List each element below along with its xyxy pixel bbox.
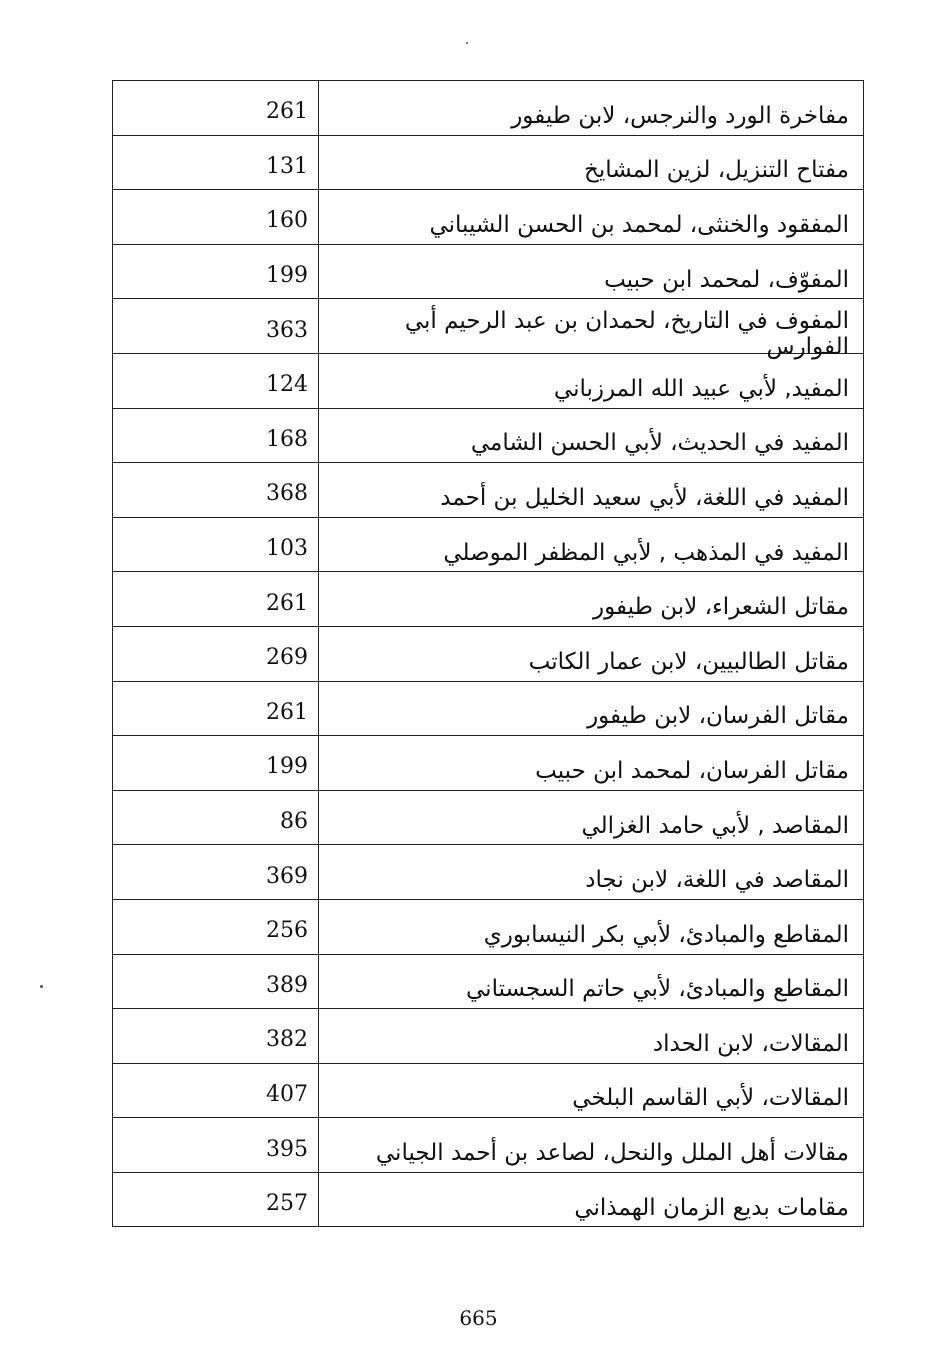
book-title: مقاتل الفرسان، لمحمد ابن حبيب (535, 757, 849, 784)
book-title: المقالات، لابن الحداد (652, 1030, 849, 1057)
page-reference: 382 (266, 1027, 308, 1053)
table-row (113, 244, 864, 299)
title-cell (319, 463, 864, 518)
title-cell (319, 845, 864, 900)
table-row (113, 353, 864, 408)
book-title: المفيد في المذهب , لأبي المظفر الموصلي (443, 539, 849, 566)
page-reference: 261 (266, 99, 308, 125)
page-reference: 269 (266, 645, 308, 671)
table-row (113, 463, 864, 518)
page-cell (113, 845, 319, 900)
page-cell (113, 81, 319, 136)
table-row (113, 299, 864, 354)
table-row (113, 626, 864, 681)
book-title: مقاتل الشعراء، لابن طيفور (593, 594, 849, 621)
title-cell (319, 626, 864, 681)
book-title: المقالات، لأبي القاسم البلخي (572, 1085, 849, 1112)
table-row (113, 681, 864, 736)
page-cell (113, 190, 319, 245)
table-row (113, 1172, 864, 1227)
title-cell (319, 517, 864, 572)
page-cell (113, 899, 319, 954)
page-cell (113, 135, 319, 190)
page-reference: 395 (266, 1136, 308, 1162)
table-row (113, 1063, 864, 1118)
table-row (113, 1009, 864, 1064)
page-cell (113, 954, 319, 1009)
title-cell (319, 790, 864, 845)
page-cell (113, 299, 319, 354)
title-cell (319, 1063, 864, 1118)
table-row (113, 408, 864, 463)
page-reference: 407 (266, 1081, 308, 1107)
page-reference: 131 (266, 153, 308, 179)
book-title: المفوف في التاريخ، لحمدان بن عبد الرحيم أبي الفوارس (404, 308, 849, 361)
page-cell (113, 790, 319, 845)
table-row (113, 845, 864, 900)
page-reference: 199 (266, 263, 308, 289)
title-cell (319, 899, 864, 954)
index-table (112, 80, 864, 1227)
title-cell (319, 408, 864, 463)
page-cell (113, 626, 319, 681)
page-cell (113, 244, 319, 299)
book-title: مقامات بديع الزمان الهمذاني (574, 1194, 849, 1221)
page-cell (113, 463, 319, 518)
table-row (113, 572, 864, 627)
page-cell (113, 353, 319, 408)
page-cell (113, 517, 319, 572)
title-cell (319, 81, 864, 136)
table-row (113, 1118, 864, 1173)
table-row (113, 790, 864, 845)
page-cell (113, 572, 319, 627)
book-title: المفوّف، لمحمد ابن حبيب (604, 266, 849, 293)
page-reference: 368 (266, 481, 308, 507)
book-title: المفيد, لأبي عبيد الله المرزباني (553, 375, 849, 402)
book-title: المقاصد , لأبي حامد الغزالي (581, 812, 849, 839)
page-cell (113, 736, 319, 791)
page-reference: 168 (266, 426, 308, 452)
table-row (113, 190, 864, 245)
page-cell (113, 1009, 319, 1064)
page-reference: 389 (266, 972, 308, 998)
page-reference: 103 (266, 536, 308, 562)
book-title: المقاطع والمبادئ، لأبي حاتم السجستاني (466, 976, 849, 1003)
book-title: المقاصد في اللغة، لابن نجاد (585, 867, 849, 894)
title-cell (319, 190, 864, 245)
title-cell (319, 244, 864, 299)
title-cell (319, 1118, 864, 1173)
page-reference: 160 (266, 208, 308, 234)
page-cell (113, 1118, 319, 1173)
page-reference: 199 (266, 754, 308, 780)
book-title: المفقود والخنثى، لمحمد بن الحسن الشيباني (429, 211, 849, 238)
page-cell (113, 408, 319, 463)
page-reference: 261 (266, 590, 308, 616)
page-cell (113, 1063, 319, 1118)
title-cell (319, 572, 864, 627)
page-number: 665 (459, 1306, 498, 1330)
book-title: المفيد في اللغة، لأبي سعيد الخليل بن أحمد (440, 484, 849, 511)
title-cell (319, 135, 864, 190)
table-row (113, 517, 864, 572)
table-row (113, 81, 864, 136)
title-cell (319, 1172, 864, 1227)
table-row (113, 954, 864, 1009)
title-cell (319, 954, 864, 1009)
page-reference: 369 (266, 863, 308, 889)
page-reference: 261 (266, 699, 308, 725)
table-row (113, 135, 864, 190)
book-title: مفتاح التنزيل، لزين المشايخ (584, 157, 849, 184)
title-cell (319, 1009, 864, 1064)
page-reference: 256 (266, 918, 308, 944)
page-reference: 257 (266, 1191, 308, 1217)
book-title: مفاخرة الورد والنرجس، لابن طيفور (511, 102, 849, 129)
title-cell (319, 736, 864, 791)
scan-speck (466, 42, 468, 44)
title-cell (319, 681, 864, 736)
book-title: مقالات أهل الملل والنحل، لصاعد بن أحمد الجياني (375, 1140, 849, 1167)
index-table-body (113, 81, 864, 1227)
page-reference: 124 (266, 372, 308, 398)
book-title: مقاتل الفرسان، لابن طيفور (587, 703, 849, 730)
page-cell (113, 681, 319, 736)
page-reference: 363 (266, 317, 308, 343)
book-title: المفيد في الحديث، لأبي الحسن الشامي (470, 430, 849, 457)
title-cell (319, 299, 864, 361)
book-title: المقاطع والمبادئ، لأبي بكر النيسابوري (483, 921, 849, 948)
table-row (113, 736, 864, 791)
page-reference: 86 (280, 809, 308, 835)
page-cell (113, 1172, 319, 1227)
book-title: مقاتل الطالبيين، لابن عمار الكاتب (528, 648, 849, 675)
table-row (113, 899, 864, 954)
title-cell (319, 353, 864, 408)
scan-speck (40, 985, 43, 988)
